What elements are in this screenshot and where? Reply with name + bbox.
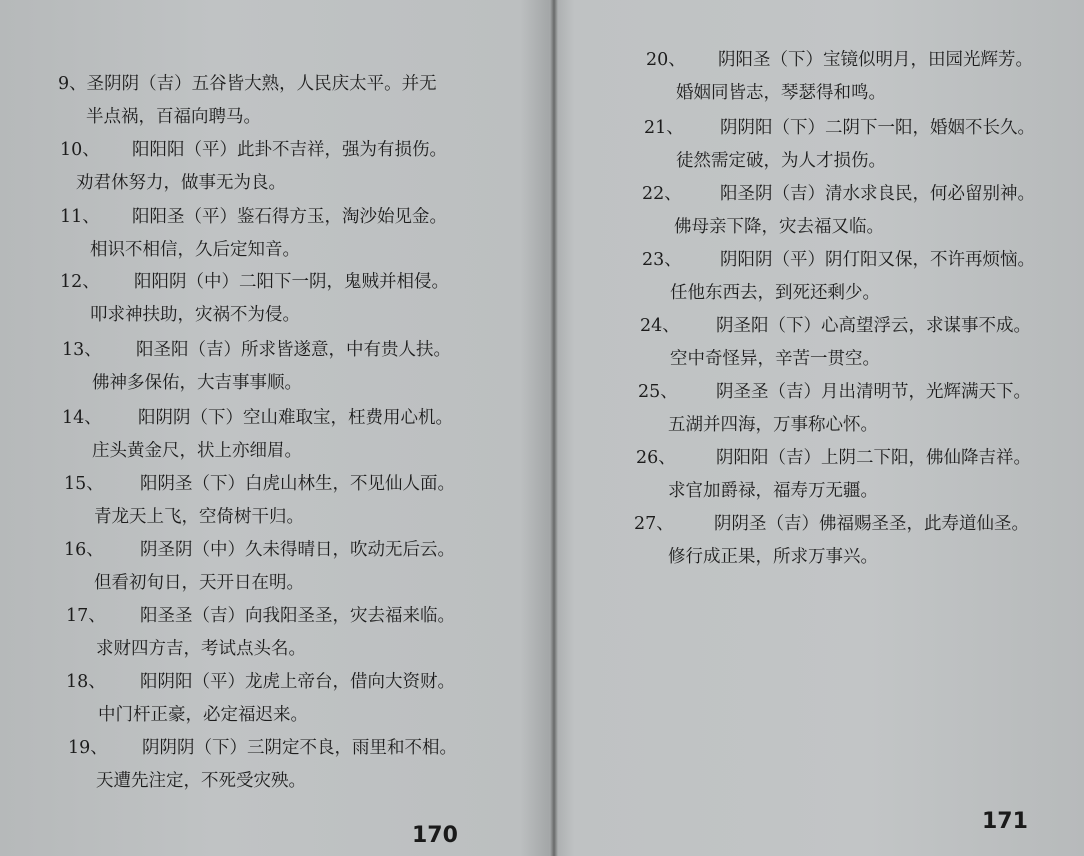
entry-13 (62, 338, 451, 395)
entry-27 (634, 512, 1029, 569)
entry-text: 青龙天上飞，空倚树干归。 (94, 507, 304, 527)
entry-text: 阳阴阴（下）空山难取宝，枉费用心机。 (138, 408, 453, 428)
entry-number: 24、 (640, 316, 680, 336)
entry-19 (68, 736, 457, 793)
entry-text: 阴阳圣（下）宝镜似明月，田园光辉芳。 (718, 50, 1033, 70)
entry-number: 19、 (68, 738, 108, 758)
entry-text: 任他东西去，到死还剩少。 (670, 283, 880, 303)
right-page (558, 0, 1084, 856)
entry-text: 阴阳阴（平）阴仃阳又保，不许再烦恼。 (720, 250, 1035, 270)
entry-10 (60, 138, 447, 195)
entry-text: 阳阴阳（平）龙虎上帝台，借向大资财。 (140, 672, 455, 692)
entry-number: 21、 (644, 118, 684, 138)
entry-number: 17、 (66, 606, 106, 626)
entry-text: 阴阴圣（吉）佛福赐圣圣，此寿道仙圣。 (714, 514, 1029, 534)
entry-text: 阴圣圣（吉）月出清明节，光辉满天下。 (716, 382, 1031, 402)
entry-number: 15、 (64, 474, 104, 494)
entry-text: 劝君休努力，做事无为良。 (76, 173, 286, 193)
entry-9 (58, 72, 437, 129)
entry-11 (60, 205, 447, 262)
entry-text: 9、 (58, 74, 87, 94)
entry-text: 但看初旬日，天开日在明。 (94, 573, 304, 593)
entry-text: 阳阳阳（平）此卦不吉祥，强为有损伤。 (132, 140, 447, 160)
entry-text: 阴阴阴（下）三阴定不良，雨里和不相。 (142, 738, 457, 758)
entry-number: 25、 (638, 382, 678, 402)
entry-text: 求财四方吉，考试点头名。 (96, 639, 306, 659)
entry-text: 婚姻同皆志，琴瑟得和鸣。 (676, 83, 886, 103)
entry-12 (60, 270, 449, 327)
entry-26 (636, 446, 1031, 503)
entry-number: 27、 (634, 514, 674, 534)
page-number: 170 (412, 823, 458, 848)
entry-text: 相识不相信，久后定知音。 (90, 240, 300, 260)
entry-text: 圣阴阴（吉）五谷皆大熟，人民庆太平。并无 (86, 74, 437, 94)
entry-18 (66, 670, 455, 727)
entry-text: 阳阴圣（下）白虎山林生，不见仙人面。 (140, 474, 455, 494)
entry-text: 叩求神扶助，灾祸不为侵。 (90, 305, 300, 325)
entry-text: 阴圣阴（中）久未得晴日，吹动无后云。 (140, 540, 455, 560)
entry-24 (640, 314, 1031, 371)
entry-text: 佛神多保佑，大吉事事顺。 (92, 373, 302, 393)
entry-text: 庄头黄金尺，状上亦细眉。 (92, 441, 302, 461)
entry-text: 阴圣阳（下）心高望浮云，求谋事不成。 (716, 316, 1031, 336)
entry-text: 求官加爵禄，福寿万无疆。 (668, 481, 878, 501)
entry-number: 12、 (60, 272, 100, 292)
entry-number: 13、 (62, 340, 102, 360)
entry-text: 中门杆正豪，必定福迟来。 (98, 705, 308, 725)
entry-number: 20、 (646, 50, 686, 70)
entry-text: 天遭先注定，不死受灾殃。 (96, 771, 306, 791)
entry-text: 阴阳阳（吉）上阴二下阳，佛仙降吉祥。 (716, 448, 1031, 468)
entry-25 (638, 380, 1031, 437)
entry-text: 阴阴阳（下）二阴下一阳，婚姻不长久。 (720, 118, 1035, 138)
page-number: 171 (982, 809, 1028, 834)
entry-14 (62, 406, 453, 463)
entry-22 (642, 182, 1035, 239)
entry-number: 16、 (64, 540, 104, 560)
entry-20 (646, 48, 1033, 105)
entry-number: 23、 (642, 250, 682, 270)
entry-17 (66, 604, 455, 661)
entry-text: 五湖并四海，万事称心怀。 (668, 415, 878, 435)
entry-text: 修行成正果，所求万事兴。 (668, 547, 878, 567)
entry-text: 阳阳阴（中）二阳下一阴，鬼贼并相侵。 (134, 272, 449, 292)
book-gutter (550, 0, 558, 856)
entry-text: 佛母亲下降，灾去福又临。 (674, 217, 884, 237)
entry-number: 26、 (636, 448, 676, 468)
entry-text: 徒然需定破，为人才损伤。 (676, 151, 886, 171)
entry-23 (642, 248, 1035, 305)
entry-text: 阳圣圣（吉）向我阳圣圣，灾去福来临。 (140, 606, 455, 626)
entry-text: 半点祸，百福向聘马。 (86, 107, 261, 127)
entry-text: 阳圣阴（吉）清水求良民，何必留别神。 (720, 184, 1035, 204)
entry-number: 10、 (60, 140, 100, 160)
entry-number: 11、 (60, 207, 100, 227)
entry-16 (64, 538, 455, 595)
entry-15 (64, 472, 455, 529)
entry-21 (644, 116, 1035, 173)
entry-number: 22、 (642, 184, 682, 204)
entry-text: 阳阳圣（平）鉴石得方玉，淘沙始见金。 (132, 207, 447, 227)
entry-text: 空中奇怪异，辛苦一贯空。 (670, 349, 880, 369)
entry-number: 14、 (62, 408, 102, 428)
entry-number: 18、 (66, 672, 106, 692)
entry-text: 阳圣阳（吉）所求皆遂意，中有贵人扶。 (136, 340, 451, 360)
